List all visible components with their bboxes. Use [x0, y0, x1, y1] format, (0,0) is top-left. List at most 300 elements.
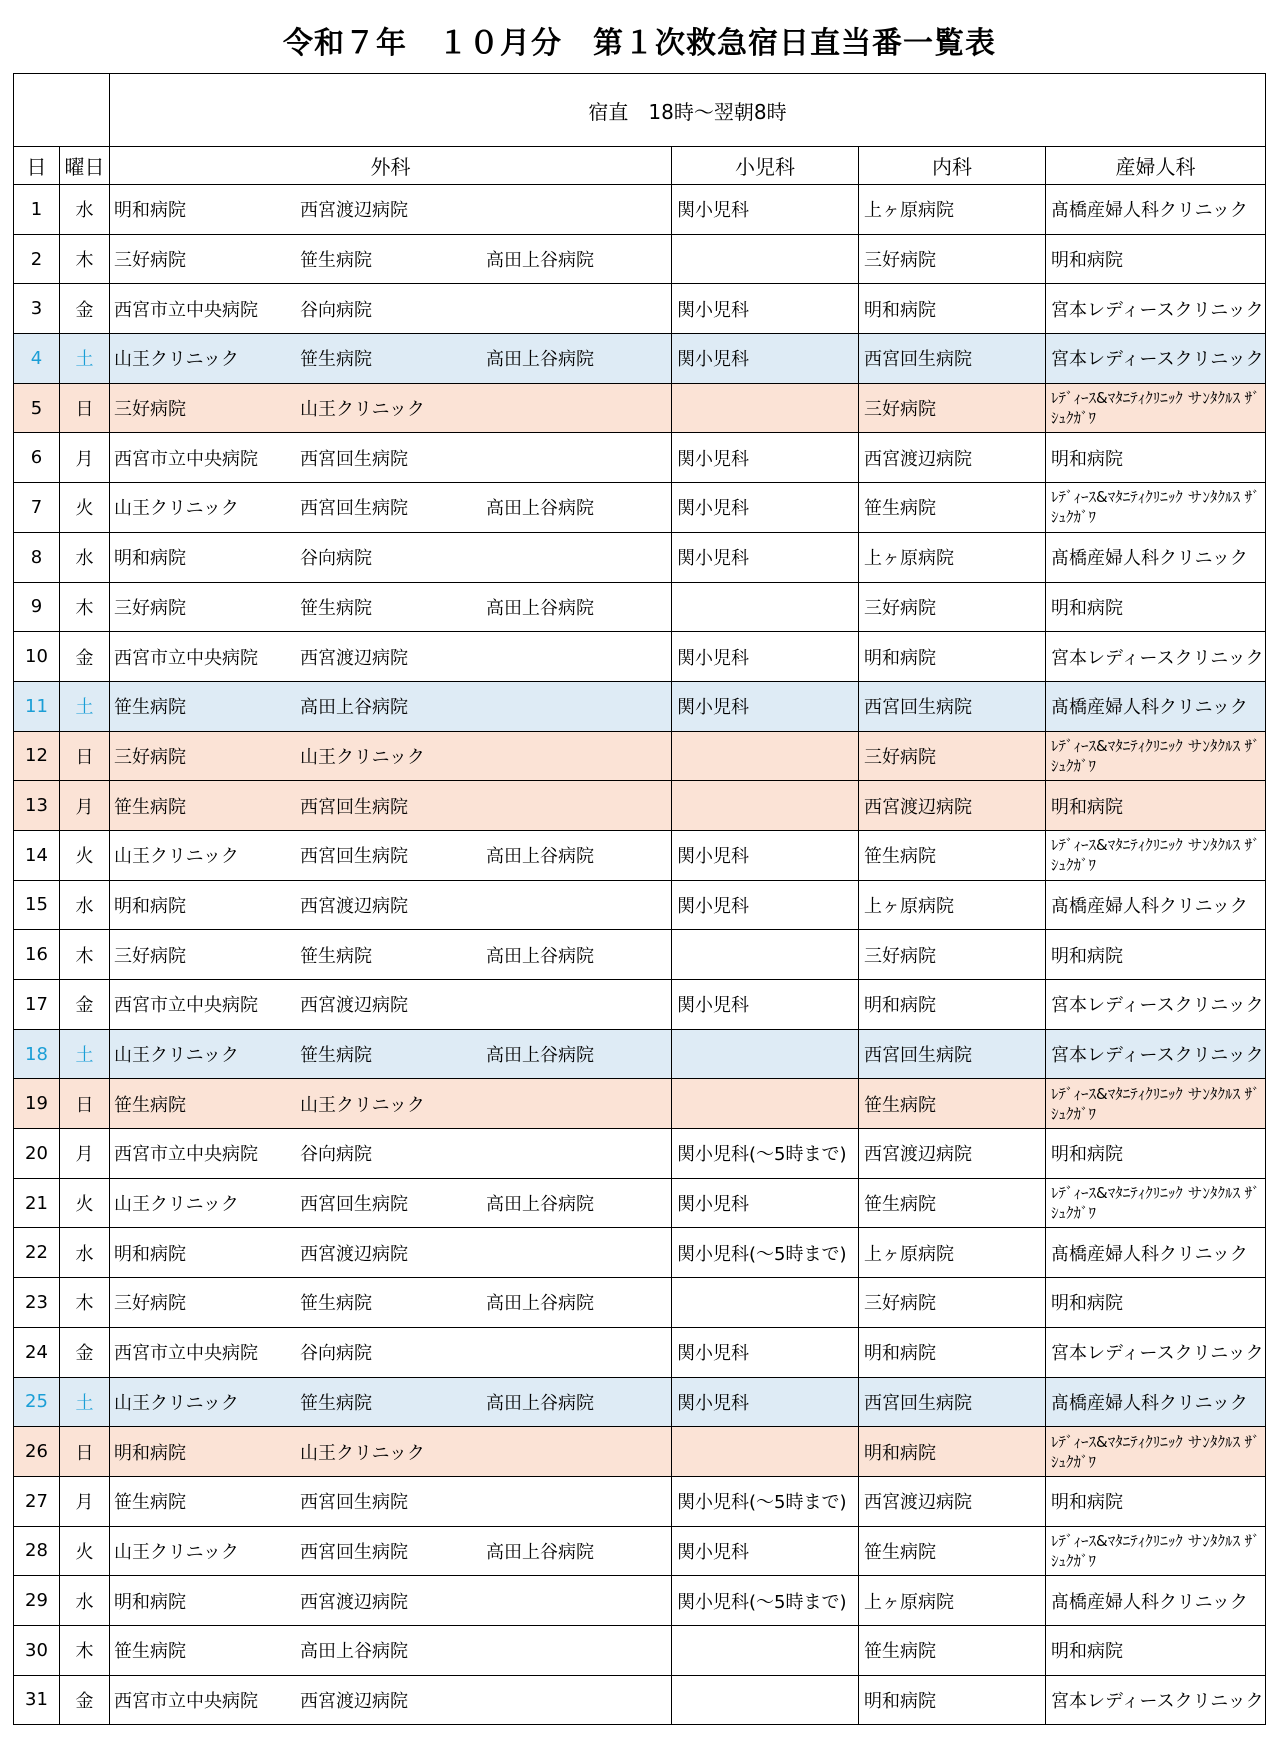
day-number-cell: 13 [14, 781, 60, 831]
pediatrics-cell: 関小児科 [672, 532, 859, 582]
weekday-cell: 日 [60, 1427, 110, 1477]
pediatrics-cell: 関小児科 [672, 1178, 859, 1228]
internal-medicine-cell: 西宮渡辺病院 [859, 1476, 1046, 1526]
pediatrics-cell [672, 781, 859, 831]
surgery-hospital-name: 笹生病院 [114, 1641, 186, 1663]
surgery-cell [110, 1576, 672, 1626]
surgery-cell [110, 185, 672, 235]
internal-medicine-cell: 上ヶ原病院 [859, 1576, 1046, 1626]
day-number-cell: 14 [14, 830, 60, 880]
pediatrics-cell: 関小児科 [672, 433, 859, 483]
table-row [14, 284, 1266, 334]
obgyn-cell: 明和病院 [1046, 1625, 1266, 1675]
internal-medicine-cell: 明和病院 [859, 1427, 1046, 1477]
pediatrics-cell: 関小児科 [672, 284, 859, 334]
surgery-cell [110, 1178, 672, 1228]
pediatrics-cell [672, 383, 859, 433]
table-row [14, 1327, 1266, 1377]
surgery-cell [110, 1427, 672, 1477]
pediatrics-cell: 関小児科 [672, 1327, 859, 1377]
internal-medicine-cell: 西宮渡辺病院 [859, 1129, 1046, 1179]
table-row [14, 632, 1266, 682]
obgyn-clinic-name: ﾚﾃﾞｨｰｽ&ﾏﾀﾆﾃｨｸﾘﾆｯｸ サﾝﾀｸﾙｽ ｻﾞ ｼｭｸｶﾞﾜ [1051, 1184, 1260, 1223]
surgery-hospital-name: 高田上谷病院 [486, 1045, 594, 1067]
surgery-hospital-name: 西宮回生病院 [300, 498, 408, 520]
obgyn-clinic-name: ﾚﾃﾞｨｰｽ&ﾏﾀﾆﾃｨｸﾘﾆｯｸ サﾝﾀｸﾙｽ ｻﾞ ｼｭｸｶﾞﾜ [1051, 836, 1260, 875]
surgery-hospital-name: 高田上谷病院 [486, 250, 594, 272]
surgery-hospital-name: 谷向病院 [300, 1343, 372, 1365]
surgery-cell [110, 1129, 672, 1179]
day-number-cell: 5 [14, 383, 60, 433]
internal-medicine-cell: 笹生病院 [859, 1178, 1046, 1228]
obgyn-cell: 髙橋産婦人科クリニック [1046, 1377, 1266, 1427]
surgery-hospital-name: 山王クリニック [114, 349, 239, 371]
surgery-hospital-name: 笹生病院 [300, 1392, 372, 1414]
obgyn-cell: 宮本レディースクリニック [1046, 980, 1266, 1030]
obgyn-cell: 明和病院 [1046, 234, 1266, 284]
table-row [14, 1228, 1266, 1278]
surgery-cell [110, 582, 672, 632]
internal-medicine-cell: 明和病院 [859, 1675, 1046, 1725]
surgery-hospital-name: 明和病院 [114, 895, 186, 917]
pediatrics-cell: 関小児科(～5時まで) [672, 1576, 859, 1626]
internal-medicine-column-header: 内科 [859, 147, 1046, 185]
internal-medicine-cell: 上ヶ原病院 [859, 532, 1046, 582]
table-row [14, 1079, 1266, 1129]
surgery-cell [110, 830, 672, 880]
table-row [14, 1526, 1266, 1576]
obgyn-clinic-name: ﾚﾃﾞｨｰｽ&ﾏﾀﾆﾃｨｸﾘﾆｯｸ サﾝﾀｸﾙｽ ｻﾞ ｼｭｸｶﾞﾜ [1051, 1084, 1260, 1123]
day-number-cell: 11 [14, 681, 60, 731]
weekday-cell: 火 [60, 1526, 110, 1576]
surgery-cell [110, 681, 672, 731]
table-row [14, 1625, 1266, 1675]
obgyn-cell: 宮本レディースクリニック [1046, 284, 1266, 334]
surgery-hospital-name: 明和病院 [114, 1591, 186, 1613]
weekday-cell: 月 [60, 781, 110, 831]
obgyn-cell: 明和病院 [1046, 930, 1266, 980]
table-row [14, 1675, 1266, 1725]
surgery-cell [110, 383, 672, 433]
weekday-cell: 火 [60, 483, 110, 533]
surgery-cell [110, 284, 672, 334]
duty-roster-table [13, 73, 1266, 1725]
obgyn-cell: 髙橋産婦人科クリニック [1046, 532, 1266, 582]
pediatrics-cell: 関小児科 [672, 980, 859, 1030]
surgery-cell [110, 1675, 672, 1725]
weekday-cell: 火 [60, 1178, 110, 1228]
surgery-hospital-name: 西宮市立中央病院 [114, 299, 258, 321]
weekday-cell: 日 [60, 383, 110, 433]
internal-medicine-cell: 三好病院 [859, 1278, 1046, 1328]
table-row [14, 731, 1266, 781]
surgery-hospital-name: 西宮市立中央病院 [114, 1144, 258, 1166]
pediatrics-cell [672, 582, 859, 632]
surgery-hospital-name: 谷向病院 [300, 299, 372, 321]
pediatrics-cell [672, 234, 859, 284]
surgery-hospital-name: 高田上谷病院 [486, 349, 594, 371]
obgyn-cell: 宮本レディースクリニック [1046, 632, 1266, 682]
day-column-header: 日 [14, 147, 60, 185]
surgery-hospital-name: 西宮渡辺病院 [300, 200, 408, 222]
surgery-hospital-name: 西宮市立中央病院 [114, 647, 258, 669]
surgery-hospital-name: 西宮渡辺病院 [300, 1243, 408, 1265]
surgery-hospital-name: 西宮市立中央病院 [114, 1690, 258, 1712]
surgery-hospital-name: 西宮渡辺病院 [300, 995, 408, 1017]
surgery-cell [110, 1625, 672, 1675]
day-number-cell: 21 [14, 1178, 60, 1228]
obgyn-cell [1046, 483, 1266, 533]
surgery-hospital-name: 西宮回生病院 [300, 1194, 408, 1216]
internal-medicine-cell: 西宮回生病院 [859, 1377, 1046, 1427]
day-number-cell: 22 [14, 1228, 60, 1278]
table-row [14, 830, 1266, 880]
surgery-hospital-name: 谷向病院 [300, 548, 372, 570]
surgery-cell [110, 781, 672, 831]
surgery-hospital-name: 西宮回生病院 [300, 846, 408, 868]
weekday-cell: 月 [60, 433, 110, 483]
weekday-cell: 日 [60, 731, 110, 781]
table-row [14, 1427, 1266, 1477]
weekday-cell: 水 [60, 1576, 110, 1626]
weekday-cell: 金 [60, 632, 110, 682]
surgery-hospital-name: 西宮回生病院 [300, 1541, 408, 1563]
surgery-hospital-name: 西宮渡辺病院 [300, 1591, 408, 1613]
table-row [14, 980, 1266, 1030]
weekday-cell: 水 [60, 185, 110, 235]
day-number-cell: 1 [14, 185, 60, 235]
obgyn-cell [1046, 1427, 1266, 1477]
surgery-hospital-name: 西宮回生病院 [300, 796, 408, 818]
day-number-cell: 10 [14, 632, 60, 682]
surgery-hospital-name: 笹生病院 [114, 796, 186, 818]
pediatrics-cell: 関小児科(～5時まで) [672, 1129, 859, 1179]
day-number-cell: 7 [14, 483, 60, 533]
surgery-hospital-name: 笹生病院 [300, 945, 372, 967]
internal-medicine-cell: 西宮渡辺病院 [859, 781, 1046, 831]
obgyn-cell: 宮本レディースクリニック [1046, 334, 1266, 384]
surgery-hospital-name: 笹生病院 [300, 349, 372, 371]
obgyn-clinic-name: ﾚﾃﾞｨｰｽ&ﾏﾀﾆﾃｨｸﾘﾆｯｸ サﾝﾀｸﾙｽ ｻﾞ ｼｭｸｶﾞﾜ [1051, 1432, 1260, 1471]
obgyn-cell: 明和病院 [1046, 433, 1266, 483]
surgery-hospital-name: 笹生病院 [300, 250, 372, 272]
obgyn-cell [1046, 830, 1266, 880]
pediatrics-cell [672, 1427, 859, 1477]
table-row [14, 185, 1266, 235]
table-row [14, 1029, 1266, 1079]
surgery-cell [110, 1029, 672, 1079]
surgery-hospital-name: 西宮渡辺病院 [300, 1690, 408, 1712]
surgery-cell [110, 1079, 672, 1129]
surgery-hospital-name: 谷向病院 [300, 1144, 372, 1166]
obgyn-cell: 髙橋産婦人科クリニック [1046, 880, 1266, 930]
pediatrics-cell [672, 930, 859, 980]
surgery-hospital-name: 笹生病院 [300, 1045, 372, 1067]
shift-time-header: 宿直 18時～翌朝8時 [110, 74, 1266, 147]
weekday-cell: 土 [60, 681, 110, 731]
pediatrics-cell [672, 1675, 859, 1725]
weekday-cell: 金 [60, 980, 110, 1030]
weekday-cell: 月 [60, 1476, 110, 1526]
day-number-cell: 25 [14, 1377, 60, 1427]
day-number-cell: 20 [14, 1129, 60, 1179]
internal-medicine-cell: 西宮渡辺病院 [859, 433, 1046, 483]
surgery-hospital-name: 高田上谷病院 [486, 1392, 594, 1414]
surgery-cell [110, 433, 672, 483]
surgery-hospital-name: 三好病院 [114, 597, 186, 619]
table-row [14, 334, 1266, 384]
surgery-cell [110, 880, 672, 930]
surgery-hospital-name: 高田上谷病院 [486, 1293, 594, 1315]
table-row [14, 681, 1266, 731]
internal-medicine-cell: 笹生病院 [859, 1526, 1046, 1576]
weekday-cell: 月 [60, 1129, 110, 1179]
surgery-hospital-name: 山王クリニック [114, 1194, 239, 1216]
internal-medicine-cell: 笹生病院 [859, 1625, 1046, 1675]
day-number-cell: 18 [14, 1029, 60, 1079]
weekday-cell: 水 [60, 1228, 110, 1278]
surgery-cell [110, 930, 672, 980]
surgery-hospital-name: 高田上谷病院 [486, 1194, 594, 1216]
day-number-cell: 29 [14, 1576, 60, 1626]
weekday-cell: 木 [60, 1625, 110, 1675]
surgery-hospital-name: 三好病院 [114, 746, 186, 768]
pediatrics-cell: 関小児科 [672, 1526, 859, 1576]
weekday-cell: 火 [60, 830, 110, 880]
day-number-cell: 19 [14, 1079, 60, 1129]
table-row [14, 234, 1266, 284]
obgyn-cell: 髙橋産婦人科クリニック [1046, 1576, 1266, 1626]
surgery-hospital-name: 山王クリニック [114, 1392, 239, 1414]
pediatrics-cell [672, 731, 859, 781]
obgyn-clinic-name: ﾚﾃﾞｨｰｽ&ﾏﾀﾆﾃｨｸﾘﾆｯｸ サﾝﾀｸﾙｽ ｻﾞ ｼｭｸｶﾞﾜ [1051, 736, 1260, 775]
surgery-cell [110, 234, 672, 284]
obgyn-column-header: 産婦人科 [1046, 147, 1266, 185]
surgery-hospital-name: 高田上谷病院 [486, 597, 594, 619]
surgery-hospital-name: 明和病院 [114, 548, 186, 570]
surgery-hospital-name: 明和病院 [114, 1442, 186, 1464]
table-row [14, 1576, 1266, 1626]
pediatrics-cell: 関小児科 [672, 185, 859, 235]
table-row [14, 1178, 1266, 1228]
surgery-hospital-name: 西宮回生病院 [300, 448, 408, 470]
surgery-cell [110, 334, 672, 384]
internal-medicine-cell: 明和病院 [859, 284, 1046, 334]
surgery-hospital-name: 西宮市立中央病院 [114, 448, 258, 470]
internal-medicine-cell: 上ヶ原病院 [859, 1228, 1046, 1278]
day-number-cell: 28 [14, 1526, 60, 1576]
surgery-hospital-name: 明和病院 [114, 200, 186, 222]
obgyn-clinic-name: ﾚﾃﾞｨｰｽ&ﾏﾀﾆﾃｨｸﾘﾆｯｸ サﾝﾀｸﾙｽ ｻﾞ ｼｭｸｶﾞﾜ [1051, 488, 1260, 527]
surgery-hospital-name: 西宮市立中央病院 [114, 1343, 258, 1365]
surgery-cell [110, 1278, 672, 1328]
weekday-cell: 金 [60, 1675, 110, 1725]
obgyn-cell: 宮本レディースクリニック [1046, 1675, 1266, 1725]
obgyn-cell: 髙橋産婦人科クリニック [1046, 681, 1266, 731]
weekday-cell: 木 [60, 582, 110, 632]
table-row [14, 483, 1266, 533]
day-number-cell: 2 [14, 234, 60, 284]
day-number-cell: 4 [14, 334, 60, 384]
surgery-hospital-name: 三好病院 [114, 945, 186, 967]
surgery-hospital-name: 山王クリニック [114, 846, 239, 868]
weekday-cell: 木 [60, 234, 110, 284]
surgery-hospital-name: 高田上谷病院 [486, 846, 594, 868]
surgery-hospital-name: 明和病院 [114, 1243, 186, 1265]
surgery-cell [110, 1228, 672, 1278]
surgery-hospital-name: 山王クリニック [114, 1045, 239, 1067]
pediatrics-cell: 関小児科 [672, 334, 859, 384]
day-number-cell: 23 [14, 1278, 60, 1328]
obgyn-cell: 明和病院 [1046, 1129, 1266, 1179]
surgery-hospital-name: 山王クリニック [300, 1094, 425, 1116]
surgery-hospital-name: 三好病院 [114, 399, 186, 421]
pediatrics-cell [672, 1079, 859, 1129]
weekday-cell: 木 [60, 930, 110, 980]
obgyn-cell [1046, 1178, 1266, 1228]
day-number-cell: 9 [14, 582, 60, 632]
weekday-cell: 土 [60, 334, 110, 384]
surgery-hospital-name: 西宮市立中央病院 [114, 995, 258, 1017]
pediatrics-cell: 関小児科 [672, 880, 859, 930]
weekday-cell: 土 [60, 1377, 110, 1427]
internal-medicine-cell: 西宮回生病院 [859, 334, 1046, 384]
pediatrics-cell: 関小児科 [672, 681, 859, 731]
surgery-cell [110, 731, 672, 781]
internal-medicine-cell: 三好病院 [859, 582, 1046, 632]
obgyn-clinic-name: ﾚﾃﾞｨｰｽ&ﾏﾀﾆﾃｨｸﾘﾆｯｸ サﾝﾀｸﾙｽ ｻﾞ ｼｭｸｶﾞﾜ [1051, 1531, 1260, 1570]
pediatrics-cell [672, 1625, 859, 1675]
internal-medicine-cell: 明和病院 [859, 632, 1046, 682]
weekday-cell: 金 [60, 284, 110, 334]
surgery-hospital-name: 西宮渡辺病院 [300, 647, 408, 669]
table-row [14, 383, 1266, 433]
table-row [14, 781, 1266, 831]
page-title: 令和７年 １０月分 第１次救急宿日直当番一覧表 [283, 26, 996, 61]
surgery-cell [110, 632, 672, 682]
surgery-hospital-name: 山王クリニック [114, 498, 239, 520]
obgyn-cell: 明和病院 [1046, 582, 1266, 632]
internal-medicine-cell: 三好病院 [859, 383, 1046, 433]
surgery-cell [110, 1327, 672, 1377]
weekday-cell: 木 [60, 1278, 110, 1328]
surgery-hospital-name: 笹生病院 [114, 697, 186, 719]
day-number-cell: 26 [14, 1427, 60, 1477]
table-row [14, 1476, 1266, 1526]
surgery-hospital-name: 高田上谷病院 [300, 1641, 408, 1663]
day-number-cell: 15 [14, 880, 60, 930]
pediatrics-cell: 関小児科(～5時まで) [672, 1476, 859, 1526]
surgery-hospital-name: 山王クリニック [300, 1442, 425, 1464]
pediatrics-cell: 関小児科 [672, 632, 859, 682]
surgery-cell [110, 1526, 672, 1576]
surgery-hospital-name: 西宮回生病院 [300, 1492, 408, 1514]
day-number-cell: 12 [14, 731, 60, 781]
weekday-cell: 水 [60, 880, 110, 930]
day-number-cell: 6 [14, 433, 60, 483]
surgery-cell [110, 1377, 672, 1427]
surgery-hospital-name: 三好病院 [114, 1293, 186, 1315]
table-row [14, 1278, 1266, 1328]
day-number-cell: 8 [14, 532, 60, 582]
weekday-cell: 金 [60, 1327, 110, 1377]
table-row [14, 433, 1266, 483]
surgery-hospital-name: 高田上谷病院 [300, 697, 408, 719]
surgery-hospital-name: 西宮渡辺病院 [300, 895, 408, 917]
table-row [14, 930, 1266, 980]
obgyn-cell: 明和病院 [1046, 781, 1266, 831]
internal-medicine-cell: 上ヶ原病院 [859, 185, 1046, 235]
internal-medicine-cell: 三好病院 [859, 930, 1046, 980]
surgery-hospital-name: 笹生病院 [114, 1492, 186, 1514]
header-corner-cell [14, 74, 110, 147]
surgery-hospital-name: 山王クリニック [300, 399, 425, 421]
day-number-cell: 3 [14, 284, 60, 334]
obgyn-cell: 髙橋産婦人科クリニック [1046, 1228, 1266, 1278]
internal-medicine-cell: 上ヶ原病院 [859, 880, 1046, 930]
pediatrics-column-header: 小児科 [672, 147, 859, 185]
internal-medicine-cell: 笹生病院 [859, 830, 1046, 880]
internal-medicine-cell: 西宮回生病院 [859, 1029, 1046, 1079]
day-number-cell: 31 [14, 1675, 60, 1725]
pediatrics-cell [672, 1278, 859, 1328]
table-row [14, 880, 1266, 930]
surgery-hospital-name: 笹生病院 [114, 1094, 186, 1116]
weekday-column-header: 曜日 [60, 147, 110, 185]
obgyn-cell: 髙橋産婦人科クリニック [1046, 185, 1266, 235]
surgery-hospital-name: 笹生病院 [300, 1293, 372, 1315]
internal-medicine-cell: 笹生病院 [859, 1079, 1046, 1129]
surgery-cell [110, 483, 672, 533]
surgery-hospital-name: 三好病院 [114, 250, 186, 272]
surgery-cell [110, 980, 672, 1030]
surgery-cell [110, 1476, 672, 1526]
surgery-column-header: 外科 [110, 147, 672, 185]
surgery-hospital-name: 笹生病院 [300, 597, 372, 619]
weekday-cell: 土 [60, 1029, 110, 1079]
table-row [14, 1129, 1266, 1179]
internal-medicine-cell: 明和病院 [859, 980, 1046, 1030]
day-number-cell: 27 [14, 1476, 60, 1526]
day-number-cell: 30 [14, 1625, 60, 1675]
day-number-cell: 24 [14, 1327, 60, 1377]
pediatrics-cell [672, 1029, 859, 1079]
internal-medicine-cell: 三好病院 [859, 731, 1046, 781]
surgery-cell [110, 532, 672, 582]
header-shift-row [14, 74, 1266, 147]
internal-medicine-cell: 笹生病院 [859, 483, 1046, 533]
day-number-cell: 16 [14, 930, 60, 980]
day-number-cell: 17 [14, 980, 60, 1030]
surgery-hospital-name: 高田上谷病院 [486, 1541, 594, 1563]
pediatrics-cell: 関小児科 [672, 1377, 859, 1427]
internal-medicine-cell: 三好病院 [859, 234, 1046, 284]
pediatrics-cell: 関小児科 [672, 830, 859, 880]
obgyn-cell [1046, 383, 1266, 433]
pediatrics-cell: 関小児科(～5時まで) [672, 1228, 859, 1278]
header-columns-row [14, 147, 1266, 185]
obgyn-cell: 明和病院 [1046, 1476, 1266, 1526]
internal-medicine-cell: 西宮回生病院 [859, 681, 1046, 731]
table-row [14, 582, 1266, 632]
obgyn-cell: 宮本レディースクリニック [1046, 1029, 1266, 1079]
obgyn-cell: 宮本レディースクリニック [1046, 1327, 1266, 1377]
surgery-hospital-name: 山王クリニック [114, 1541, 239, 1563]
pediatrics-cell: 関小児科 [672, 483, 859, 533]
surgery-hospital-name: 山王クリニック [300, 746, 425, 768]
obgyn-clinic-name: ﾚﾃﾞｨｰｽ&ﾏﾀﾆﾃｨｸﾘﾆｯｸ サﾝﾀｸﾙｽ ｻﾞ ｼｭｸｶﾞﾜ [1051, 389, 1260, 428]
weekday-cell: 日 [60, 1079, 110, 1129]
